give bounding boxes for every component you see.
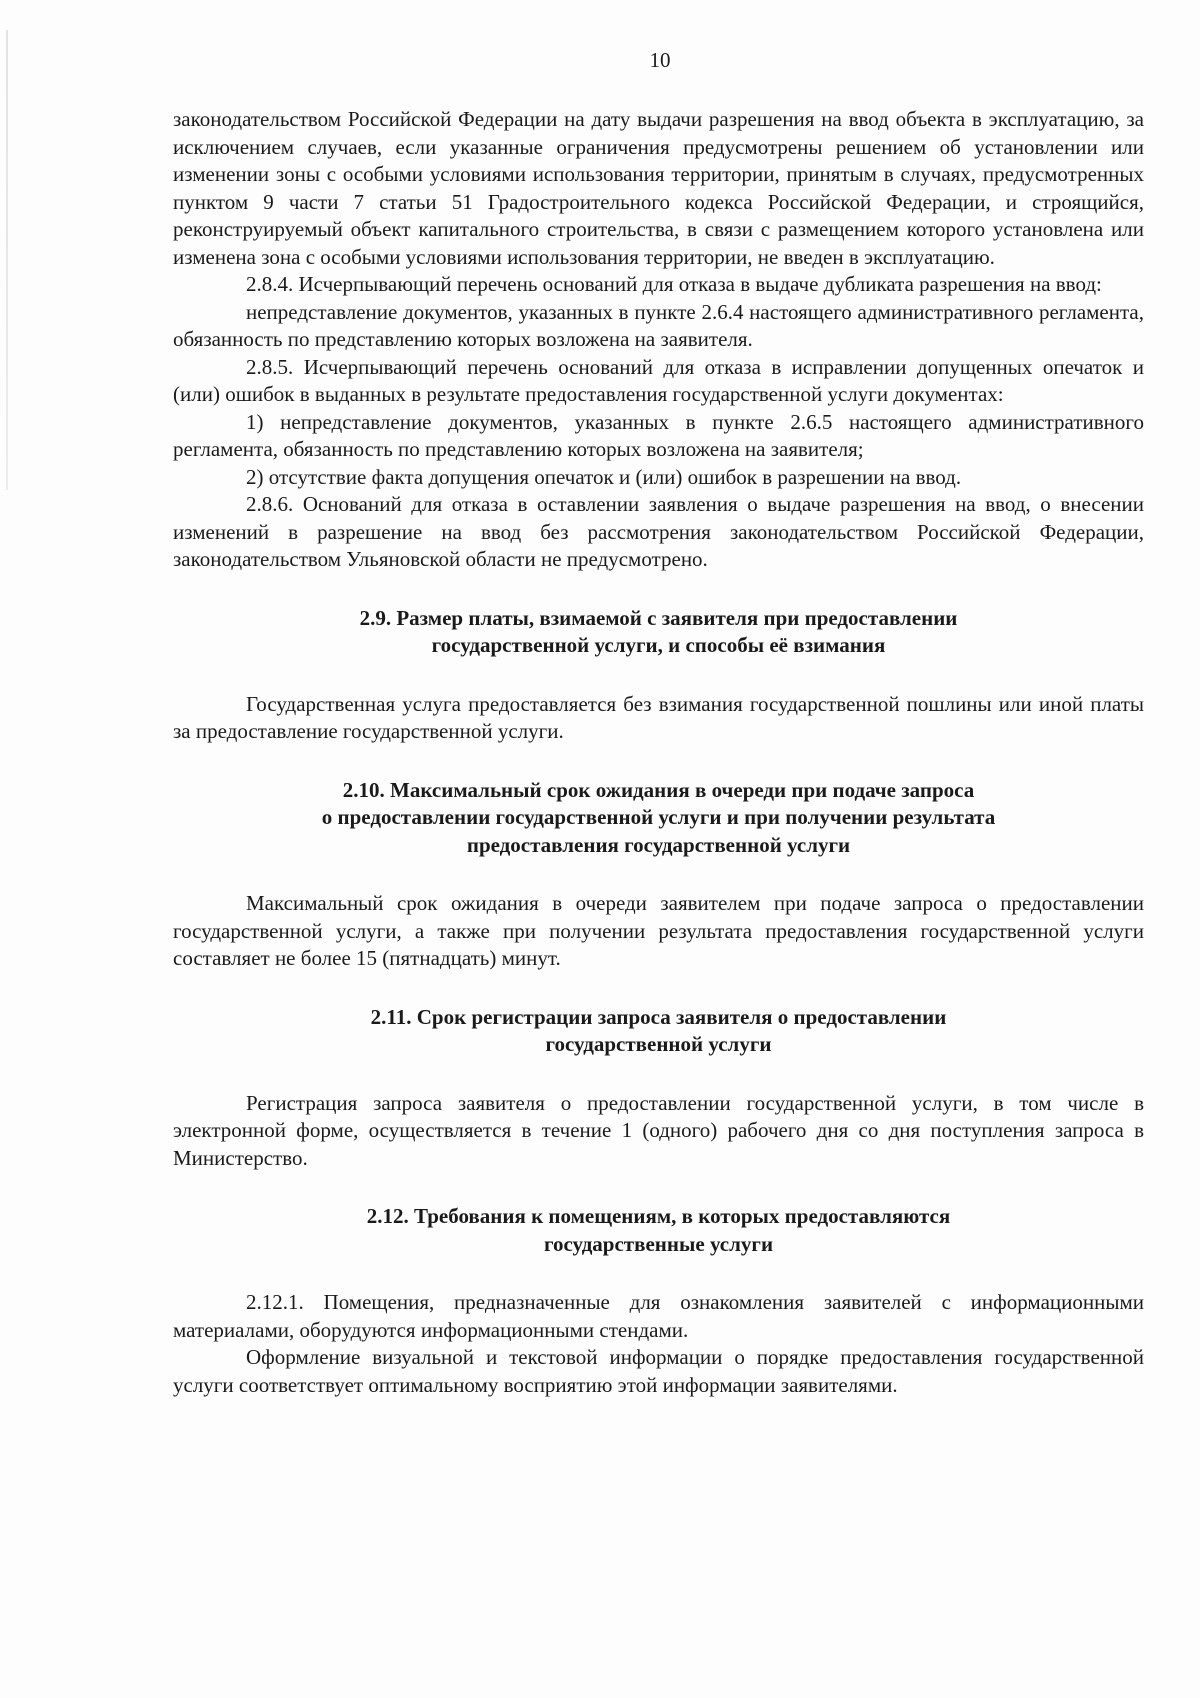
section-spacer — [173, 660, 1144, 691]
section-heading — [173, 605, 1144, 660]
body-paragraph: законодательством Российской Федерации на дату выдачи разрешения на ввод объекта в эксплуатацию, за исключением случаев, если указанные ограничения предусмотрены решением об установлении или изменении зоны с особыми условиями использования территории, принятым в случаях, предусмотренных пунктом 9 части 7 статьи 51 Градостроительного кодекса Российской Федерации, и строящийся, реконструируемый объект капитального строительства, в связи с размещением которого установлена или изменена зона с особыми условиями использования территории, не введен в эксплуатацию. — [173, 107, 1144, 269]
body-paragraph: 1) непредставление документов, указанных в пункте 2.6.5 настоящего административного регламента, обязанность по представлению которых возложена на заявителя; — [173, 409, 1144, 461]
body-paragraph: непредставление документов, указанных в пункте 2.6.4 настоящего административного регламента, обязанность по представлению которых возложена на заявителя. — [173, 299, 1144, 351]
section-spacer — [173, 859, 1144, 890]
section-heading-line: государственной услуги, и способы её взимания — [431, 633, 886, 657]
document-body — [173, 106, 1144, 1399]
section-heading-line: 2.10. Максимальный срок ожидания в очереди при подаче запроса — [342, 777, 975, 802]
section-heading — [173, 777, 1144, 860]
section-heading-line: 2.9. Размер платы, взимаемой с заявителя при предоставлении — [359, 605, 958, 630]
body-paragraph: 2) отсутствие факта допущения опечаток и (или) ошибок в разрешении на ввод. — [246, 464, 962, 489]
section-heading — [173, 1203, 1144, 1258]
section-spacer — [173, 1059, 1144, 1090]
body-paragraph: Регистрация запроса заявителя о предоставлении государственной услуги, в том числе в электронной форме, осуществляется в течение 1 (одного) рабочего дня со дня поступления запроса в Министерство. — [173, 1090, 1144, 1170]
body-paragraph: 2.8.4. Исчерпывающий перечень оснований для отказа в выдаче дубликата разрешения на ввод: — [246, 272, 1102, 296]
page-number: 10 — [649, 48, 671, 72]
section-spacer — [173, 973, 1144, 1004]
section-spacer — [173, 1258, 1144, 1289]
section-heading-line: 2.11. Срок регистрации запроса заявителя о предоставлении — [370, 1004, 947, 1029]
section-spacer — [173, 574, 1144, 605]
scan-edge-mark — [6, 30, 8, 490]
section-spacer — [173, 1172, 1144, 1203]
section-heading — [173, 1004, 1144, 1059]
section-heading-line: 2.12. Требования к помещениям, в которых предоставляются — [366, 1204, 951, 1228]
body-paragraph: Оформление визуальной и текстовой информации о порядке предоставления государственной услуги соответствует оптимальному восприятию этой информации заявителями. — [173, 1345, 1144, 1397]
body-paragraph: 2.12.1. Помещения, предназначенные для ознакомления заявителей с информационными материалами, оборудуются информационными стендами. — [173, 1290, 1144, 1342]
section-heading-line: государственной услуги — [545, 1032, 772, 1056]
body-paragraph: 2.8.5. Исчерпывающий перечень оснований для отказа в исправлении допущенных опечаток и (или) ошибок в выданных в результате предоставления государственной услуги документах: — [173, 354, 1144, 406]
body-paragraph: Максимальный срок ожидания в очереди заявителем при подаче запроса о предоставлении государственной услуги, а также при получении результата предоставления государственной услуги составляет не более 15 (пятнадцать) минут. — [173, 891, 1144, 970]
section-heading-line: о предоставлении государственной услуги и при получении результата — [321, 805, 996, 829]
section-heading-line: предоставления государственной услуги — [466, 832, 851, 857]
body-paragraph: 2.8.6. Оснований для отказа в оставлении заявления о выдаче разрешения на ввод, о внесении изменений в разрешение на ввод без рассмотрения законодательством Российской Федерации, законодательством Ульяновской области не предусмотрено. — [173, 492, 1144, 571]
body-paragraph: Государственная услуга предоставляется без взимания государственной пошлины или иной платы за предоставление государственной услуги. — [173, 691, 1144, 743]
section-heading-line: государственные услуги — [543, 1231, 774, 1256]
section-spacer — [173, 746, 1144, 777]
